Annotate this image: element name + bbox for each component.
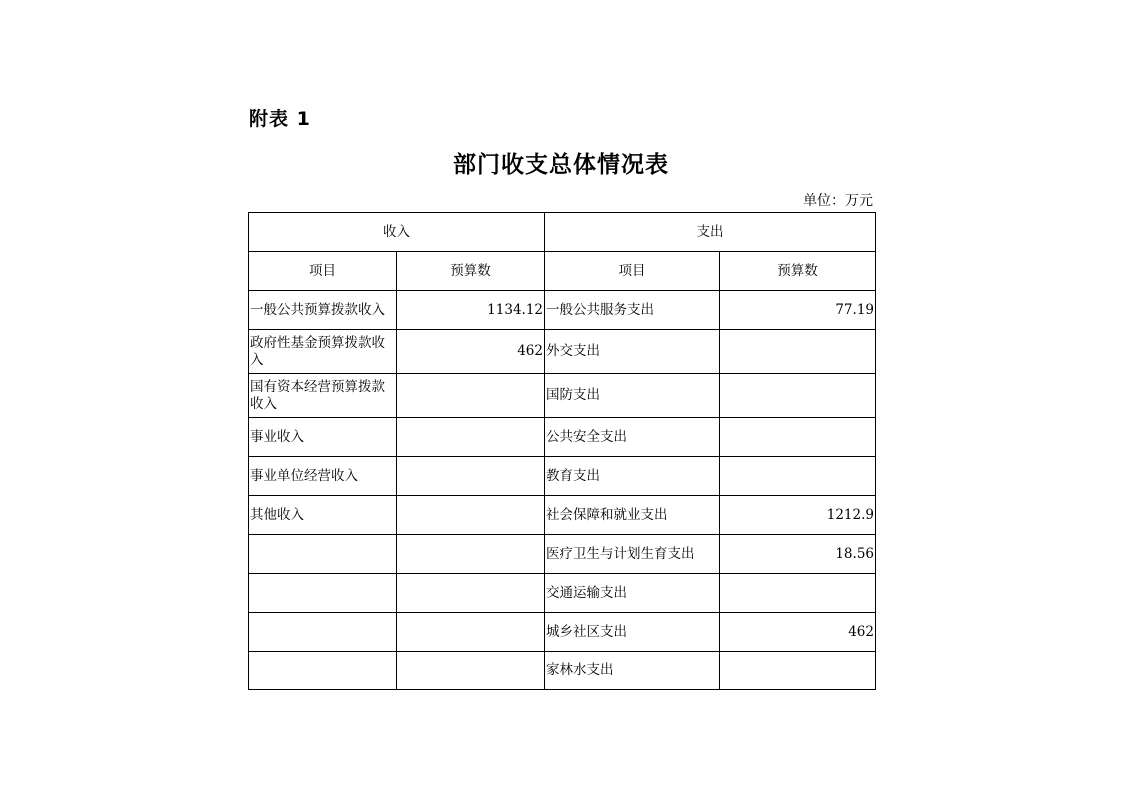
income-item-cell: 其他收入	[249, 496, 397, 535]
income-item-cell: 国有资本经营预算拨款收入	[249, 374, 397, 418]
income-amount-cell	[397, 374, 545, 418]
column-header-expense-item: 项目	[545, 252, 720, 291]
income-item-cell: 事业单位经营收入	[249, 457, 397, 496]
income-amount-cell	[397, 652, 545, 690]
income-item-cell: 一般公共预算拨款收入	[249, 291, 397, 330]
table-row	[249, 574, 876, 613]
expense-item-cell: 社会保障和就业支出	[545, 496, 720, 535]
column-header-row	[249, 252, 876, 291]
column-header-income-item: 项目	[249, 252, 397, 291]
expense-item-cell: 家林水支出	[545, 652, 720, 690]
expense-amount-cell: 18.56	[720, 535, 876, 574]
table-row	[249, 291, 876, 330]
expense-amount-cell	[720, 652, 876, 690]
table-row	[249, 418, 876, 457]
expense-group-header: 支出	[545, 213, 876, 252]
unit-label: 单位：万元	[803, 193, 873, 209]
expense-item-cell: 国防支出	[545, 374, 720, 418]
income-item-cell: 事业收入	[249, 418, 397, 457]
income-amount-cell	[397, 574, 545, 613]
expense-amount-cell: 1212.9	[720, 496, 876, 535]
income-amount-cell	[397, 535, 545, 574]
table-row	[249, 330, 876, 374]
expense-item-cell: 公共安全支出	[545, 418, 720, 457]
income-amount-cell: 1134.12	[397, 291, 545, 330]
column-header-income-amount: 预算数	[397, 252, 545, 291]
expense-item-cell: 医疗卫生与计划生育支出	[545, 535, 720, 574]
expense-amount-cell	[720, 330, 876, 374]
income-item-cell: 政府性基金预算拨款收入	[249, 330, 397, 374]
income-item-cell	[249, 613, 397, 652]
income-group-header: 收入	[249, 213, 545, 252]
table-row	[249, 457, 876, 496]
income-item-cell	[249, 535, 397, 574]
expense-amount-cell	[720, 574, 876, 613]
table-row	[249, 535, 876, 574]
expense-item-cell: 城乡社区支出	[545, 613, 720, 652]
expense-amount-cell	[720, 418, 876, 457]
appendix-label: 附表 1	[249, 108, 311, 130]
column-header-expense-amount: 预算数	[720, 252, 876, 291]
expense-item-cell: 交通运输支出	[545, 574, 720, 613]
expense-amount-cell: 77.19	[720, 291, 876, 330]
income-amount-cell	[397, 496, 545, 535]
table-row	[249, 496, 876, 535]
table-row	[249, 652, 876, 690]
income-item-cell	[249, 574, 397, 613]
expense-amount-cell	[720, 457, 876, 496]
expense-item-cell: 教育支出	[545, 457, 720, 496]
expense-item-cell: 一般公共服务支出	[545, 291, 720, 330]
expense-amount-cell	[720, 374, 876, 418]
income-amount-cell	[397, 613, 545, 652]
table-row	[249, 374, 876, 418]
expense-item-cell: 外交支出	[545, 330, 720, 374]
expense-amount-cell: 462	[720, 613, 876, 652]
income-amount-cell: 462	[397, 330, 545, 374]
income-amount-cell	[397, 418, 545, 457]
group-header-row	[249, 213, 876, 252]
page-title: 部门收支总体情况表	[453, 151, 669, 178]
income-amount-cell	[397, 457, 545, 496]
budget-table	[248, 212, 876, 690]
income-item-cell	[249, 652, 397, 690]
table-row	[249, 613, 876, 652]
